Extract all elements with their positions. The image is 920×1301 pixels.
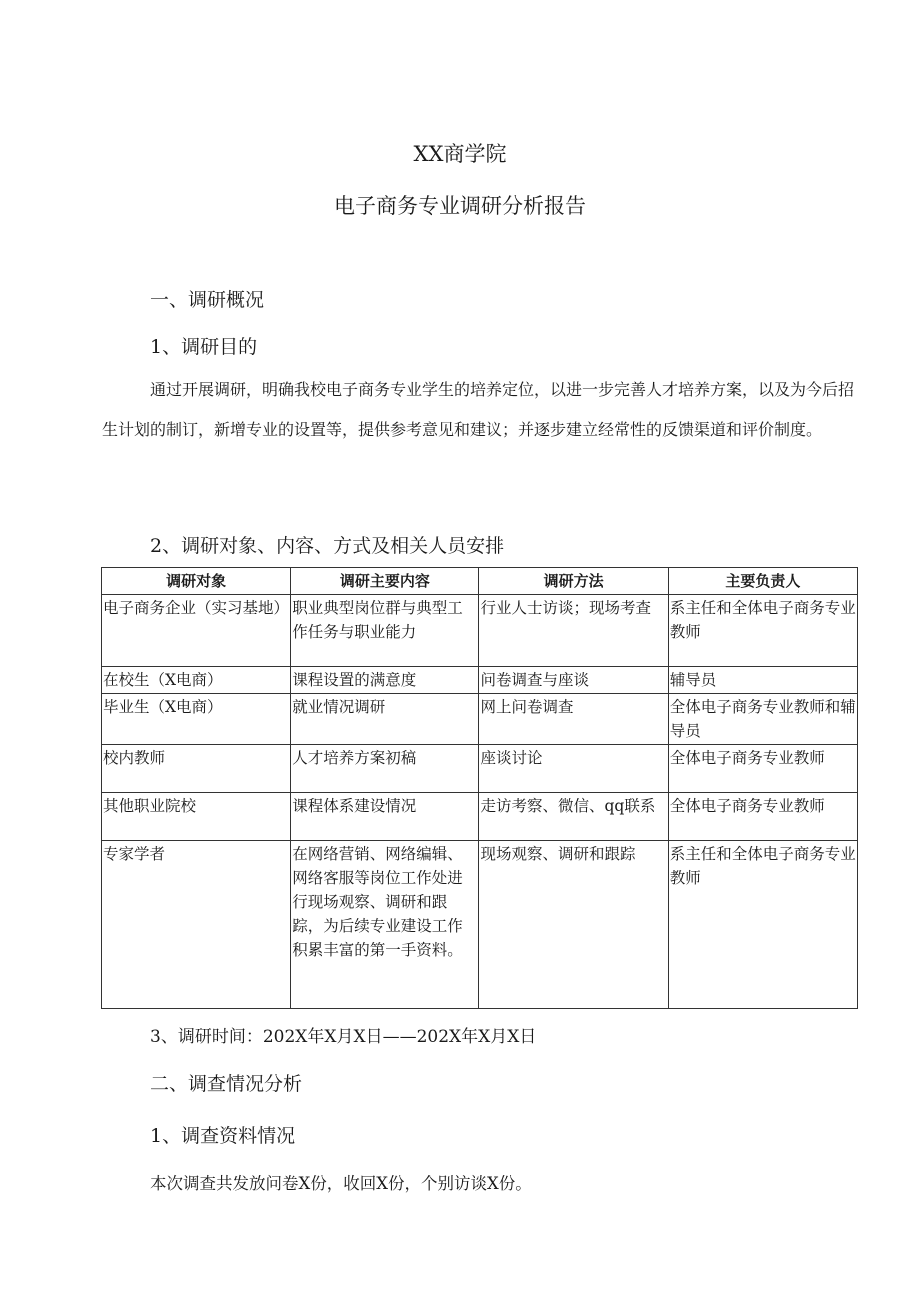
header-method: 调研方法 [479,568,668,595]
cell-method: 走访考察、微信、qq联系 [479,793,668,841]
cell-owner: 全体电子商务专业教师 [668,793,857,841]
subsection-heading-arrangement: 2、调研对象、内容、方式及相关人员安排 [150,535,505,557]
table-row [102,694,858,745]
table-row [102,595,858,667]
cell-target: 毕业生（X电商） [102,694,291,745]
cell-target: 其他职业院校 [102,793,291,841]
table-row [102,841,858,1009]
purpose-paragraph [102,370,862,450]
table-row [102,745,858,793]
cell-method: 问卷调查与座谈 [479,667,668,694]
arrangement-table [101,567,858,1009]
cell-owner: 辅导员 [668,667,857,694]
cell-method: 座谈讨论 [479,745,668,793]
purpose-text: 通过开展调研，明确我校电子商务专业学生的培养定位，以进一步完善人才培养方案，以及为今后招生计划的制订，新增专业的设置等，提供参考意见和建议；并逐步建立经常性的反馈渠道和评价制度。 [102,380,855,439]
cell-content: 职业典型岗位群与典型工作任务与职业能力 [291,595,479,667]
header-target: 调研对象 [102,568,291,595]
cell-content: 课程体系建设情况 [291,793,479,841]
cell-target: 专家学者 [102,841,291,1009]
cell-owner: 全体电子商务专业教师 [668,745,857,793]
cell-target: 电子商务企业（实习基地） [102,595,291,667]
section-heading-overview: 一、调研概况 [150,289,265,311]
cell-owner: 系主任和全体电子商务专业教师 [668,841,857,1009]
cell-content: 在网络营销、网络编辑、网络客服等岗位工作处进行现场观察、调研和跟踪，为后续专业建设工作积累丰富的第一手资料。 [291,841,479,1009]
subsection-heading-purpose: 1、调研目的 [150,336,258,358]
table-header-row [102,568,858,595]
cell-owner: 系主任和全体电子商务专业教师 [668,595,857,667]
cell-content: 人才培养方案初稿 [291,745,479,793]
cell-method: 行业人士访谈；现场考查 [479,595,668,667]
materials-text: 本次调查共发放问卷X份，收回X份，个别访谈X份。 [150,1174,532,1193]
subsection-heading-materials: 1、调查资料情况 [150,1125,296,1147]
cell-method: 现场观察、调研和跟踪 [479,841,668,1009]
cell-content: 就业情况调研 [291,694,479,745]
table-row [102,667,858,694]
report-title: 电子商务专业调研分析报告 [334,194,586,218]
table-row [102,793,858,841]
cell-content: 课程设置的满意度 [291,667,479,694]
school-name: XX商学院 [413,142,507,166]
cell-method: 网上问卷调查 [479,694,668,745]
cell-owner: 全体电子商务专业教师和辅导员 [668,694,857,745]
cell-target: 在校生（X电商） [102,667,291,694]
cell-target: 校内教师 [102,745,291,793]
header-content: 调研主要内容 [291,568,479,595]
research-time: 3、调研时间：202X年X月X日——202X年X月X日 [150,1027,537,1047]
header-owner: 主要负责人 [668,568,857,595]
section-heading-analysis: 二、调查情况分析 [150,1073,303,1095]
